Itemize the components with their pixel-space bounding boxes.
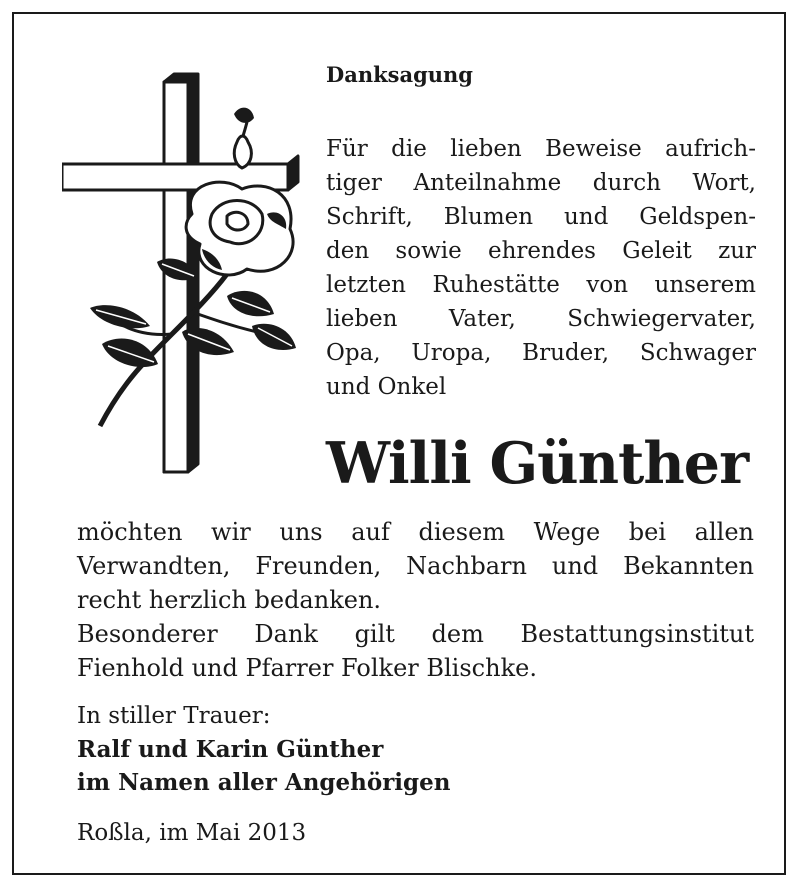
intro-line: Für die lieben Beweise aufrich- bbox=[326, 136, 756, 162]
cross-with-rose-icon bbox=[62, 64, 312, 476]
intro-line: und Onkel bbox=[326, 374, 447, 400]
signatory-line: Ralf und Karin Günther bbox=[77, 736, 384, 763]
intro-text bbox=[326, 132, 756, 404]
thanks-line: Verwandten, Freunden, Nachbarn und Bekannten bbox=[77, 552, 754, 580]
deceased-name: Willi Günther bbox=[326, 430, 749, 497]
thanks-line: möchten wir uns auf diesem Wege bei allen bbox=[77, 518, 754, 546]
notice-frame bbox=[12, 12, 786, 875]
thanks-line: recht herzlich bedanken. bbox=[77, 586, 382, 614]
intro-line: tiger Anteilnahme durch Wort, bbox=[326, 170, 756, 196]
notice-heading: Danksagung bbox=[326, 62, 473, 87]
thanks-line: Fienhold und Pfarrer Folker Blischke. bbox=[77, 654, 537, 682]
intro-line: Schrift, Blumen und Geldspen- bbox=[326, 204, 756, 230]
signature-block bbox=[77, 700, 450, 799]
intro-line: letzten Ruhestätte von unserem bbox=[326, 272, 756, 298]
mourning-label: In stiller Trauer: bbox=[77, 703, 271, 729]
intro-line: den sowie ehrendes Geleit zur bbox=[326, 238, 756, 264]
intro-line: Opa, Uropa, Bruder, Schwager bbox=[326, 340, 756, 366]
thanks-line: Besonderer Dank gilt dem Bestattungsinstitut bbox=[77, 620, 754, 648]
place-date: Roßla, im Mai 2013 bbox=[77, 820, 307, 846]
thanks-text bbox=[77, 515, 754, 685]
intro-line: lieben Vater, Schwiegervater, bbox=[326, 306, 756, 332]
signatory-line: im Namen aller Angehörigen bbox=[77, 769, 451, 796]
